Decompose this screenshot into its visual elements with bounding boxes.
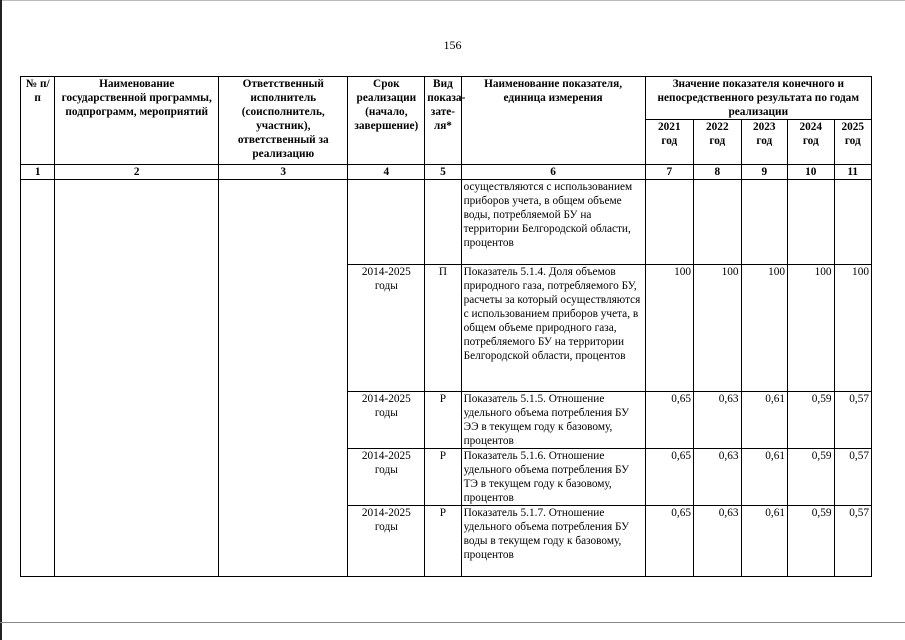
column-number: 8 [694,165,742,180]
cell-indicator: Показатель 5.1.6. Отношение удельного объема потребления БУ ТЭ в текущем году к базовому, процентов [461,449,645,506]
header-year-2024: 2024 год [788,120,834,165]
cell-value [694,180,742,265]
cell-value: 100 [788,265,834,392]
header-values-group: Значение показателя конечного и непосредственного результата по годам реализации [645,77,871,120]
cell-value: 0,61 [741,506,787,577]
cell-value: 100 [741,265,787,392]
cell-value: 0,65 [645,506,694,577]
cell-term: 2014-2025 годы [348,449,425,506]
column-number: 6 [461,165,645,180]
cell-executor-merged [219,180,348,577]
cell-value: 0,59 [788,449,834,506]
cell-value: 0,63 [694,449,742,506]
cell-indicator: Показатель 5.1.4. Доля объемов природного газа, потребляемого БУ, расчеты за который осуществляются с использованием приборов учета, в общем объеме природного газа, потребляемого БУ на территории Белгородской области, процентов [461,265,645,392]
header-term: Срок реализации (начало, завершение) [348,77,425,165]
page-number: 156 [443,38,462,52]
cell-term: 2014-2025 годы [348,265,425,392]
header-executor: Ответственный исполнитель (соисполнитель, участник), ответственный за реализацию [219,77,348,165]
scan-bottom-edge [0,622,905,623]
header-indicator: Наименование показателя, единица измерения [461,77,645,165]
cell-value: 0,63 [694,506,742,577]
cell-value: 0,63 [694,392,742,449]
cell-value: 100 [645,265,694,392]
column-number: 11 [834,165,871,180]
cell-value: 0,59 [788,392,834,449]
column-number: 4 [348,165,425,180]
cell-value: 100 [694,265,742,392]
cell-value: 0,65 [645,392,694,449]
column-number: 3 [219,165,348,180]
indicators-table [20,76,872,577]
cell-kind: Р [425,506,461,577]
column-number: 1 [21,165,55,180]
cell-value [788,180,834,265]
header-year-2022: 2022 год [694,120,742,165]
cell-kind [425,180,461,265]
cell-term: 2014-2025 годы [348,506,425,577]
header-num: № п/п [21,77,55,165]
cell-value: 100 [834,265,871,392]
cell-value: 0,57 [834,392,871,449]
header-year-2023: 2023 год [741,120,787,165]
header-year-2021: 2021 год [645,120,694,165]
cell-indicator: Показатель 5.1.5. Отношение удельного объема потребления БУ ЭЭ в текущем году к базовому, процентов [461,392,645,449]
scan-left-edge [0,0,2,640]
cell-value [645,180,694,265]
cell-kind: П [425,265,461,392]
cell-value: 0,57 [834,506,871,577]
cell-indicator: осуществляются с использованием приборов учета, в общем объеме воды, потребляемой БУ на территории Белгородской области, процентов [461,180,645,265]
cell-value: 0,57 [834,449,871,506]
cell-indicator: Показатель 5.1.7. Отношение удельного объема потребления БУ воды в текущем году к базовому, процентов [461,506,645,577]
cell-value: 0,59 [788,506,834,577]
column-number: 10 [788,165,834,180]
cell-value [834,180,871,265]
column-number: 5 [425,165,461,180]
header-kind: Вид показа-зате-ля* [425,77,461,165]
column-number: 7 [645,165,694,180]
cell-value: 0,61 [741,449,787,506]
scan-top-edge [0,0,905,1]
table-row [21,180,872,265]
cell-num-merged [21,180,55,577]
cell-value [741,180,787,265]
cell-value: 0,65 [645,449,694,506]
cell-kind: Р [425,392,461,449]
cell-kind: Р [425,449,461,506]
column-number: 9 [741,165,787,180]
cell-name-merged [55,180,219,577]
column-number: 2 [55,165,219,180]
cell-term [348,180,425,265]
cell-term: 2014-2025 годы [348,392,425,449]
cell-value: 0,61 [741,392,787,449]
header-name: Наименование государственной программы, подпрограмм, мероприятий [55,77,219,165]
header-year-2025: 2025 год [834,120,871,165]
